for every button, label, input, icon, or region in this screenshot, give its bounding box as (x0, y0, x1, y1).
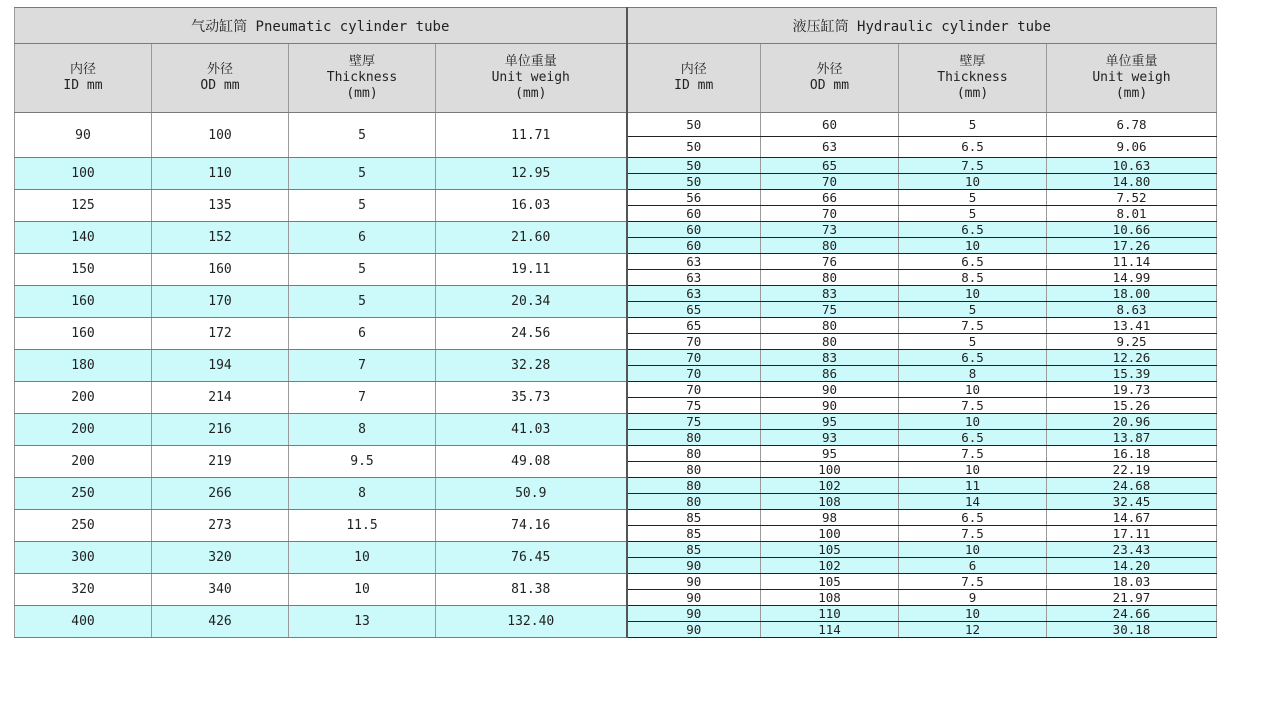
hydraulic-cell-id: 50 (627, 158, 761, 174)
hydraulic-cell-id: 90 (627, 606, 761, 622)
hydraulic-cell-t: 6.5 (899, 350, 1047, 366)
hydraulic-cell-od: 95 (761, 446, 899, 462)
hydraulic-cell-id: 63 (627, 270, 761, 286)
pneumatic-cell-t: 6 (289, 222, 436, 254)
hydraulic-cell-id: 85 (627, 542, 761, 558)
hydraulic-cell-od: 90 (761, 382, 899, 398)
pneumatic-cell-od: 160 (152, 254, 289, 286)
hydraulic-cell-id: 90 (627, 558, 761, 574)
hydraulic-cell-id: 50 (627, 137, 761, 158)
hydraulic-cell-id: 80 (627, 430, 761, 446)
pneumatic-cell-w: 35.73 (436, 382, 627, 414)
table-row (15, 286, 1217, 302)
hydraulic-cell-w: 9.06 (1047, 137, 1217, 158)
table-row (15, 510, 1217, 526)
hydraulic-cell-od: 108 (761, 590, 899, 606)
hydraulic-cell-w: 18.03 (1047, 574, 1217, 590)
hydraulic-cell-t: 5 (899, 334, 1047, 350)
hydraulic-cell-od: 102 (761, 558, 899, 574)
pneumatic-cell-id: 150 (15, 254, 152, 286)
col-header-id: 内径 ID mm (15, 44, 152, 113)
hydraulic-cell-w: 6.78 (1047, 113, 1217, 137)
hydraulic-cell-od: 95 (761, 414, 899, 430)
pneumatic-cell-od: 110 (152, 158, 289, 190)
hydraulic-cell-id: 90 (627, 574, 761, 590)
hydraulic-cell-t: 7.5 (899, 574, 1047, 590)
hydraulic-cell-w: 21.97 (1047, 590, 1217, 606)
table-row (15, 222, 1217, 238)
hydraulic-cell-id: 80 (627, 446, 761, 462)
pneumatic-cell-w: 74.16 (436, 510, 627, 542)
col-header-weight-hydraulic: 单位重量 Unit weigh (mm) (1047, 44, 1217, 113)
col-header-weight: 单位重量 Unit weigh (mm) (436, 44, 627, 113)
hydraulic-cell-od: 93 (761, 430, 899, 446)
hydraulic-cell-t: 6.5 (899, 430, 1047, 446)
pneumatic-cell-w: 76.45 (436, 542, 627, 574)
pneumatic-cell-t: 13 (289, 606, 436, 638)
hydraulic-cell-t: 7.5 (899, 526, 1047, 542)
hydraulic-cell-od: 66 (761, 190, 899, 206)
pneumatic-cell-od: 170 (152, 286, 289, 318)
hydraulic-cell-t: 7.5 (899, 398, 1047, 414)
hydraulic-cell-od: 65 (761, 158, 899, 174)
pneumatic-cell-w: 32.28 (436, 350, 627, 382)
pneumatic-cell-t: 7 (289, 350, 436, 382)
pneumatic-cell-t: 5 (289, 254, 436, 286)
hydraulic-cell-od: 105 (761, 574, 899, 590)
hydraulic-cell-od: 100 (761, 526, 899, 542)
hydraulic-cell-id: 70 (627, 382, 761, 398)
pneumatic-cell-od: 100 (152, 113, 289, 158)
pneumatic-cell-id: 100 (15, 158, 152, 190)
hydraulic-cell-t: 5 (899, 113, 1047, 137)
table-row (15, 382, 1217, 398)
pneumatic-cell-t: 5 (289, 190, 436, 222)
hydraulic-cell-od: 114 (761, 622, 899, 638)
pneumatic-cell-w: 21.60 (436, 222, 627, 254)
pneumatic-cell-od: 219 (152, 446, 289, 478)
hydraulic-cell-w: 24.66 (1047, 606, 1217, 622)
hydraulic-cell-w: 14.20 (1047, 558, 1217, 574)
hydraulic-cell-od: 60 (761, 113, 899, 137)
hydraulic-cell-od: 83 (761, 286, 899, 302)
hydraulic-cell-w: 30.18 (1047, 622, 1217, 638)
hydraulic-cell-t: 5 (899, 206, 1047, 222)
hydraulic-cell-w: 17.26 (1047, 238, 1217, 254)
table-row (15, 606, 1217, 622)
hydraulic-cell-t: 8 (899, 366, 1047, 382)
hydraulic-cell-w: 15.26 (1047, 398, 1217, 414)
pneumatic-cell-w: 24.56 (436, 318, 627, 350)
pneumatic-cell-id: 160 (15, 286, 152, 318)
hydraulic-cell-id: 60 (627, 206, 761, 222)
hydraulic-cell-id: 63 (627, 286, 761, 302)
col-header-od-hydraulic: 外径 OD mm (761, 44, 899, 113)
hydraulic-cell-t: 10 (899, 462, 1047, 478)
hydraulic-cell-t: 10 (899, 238, 1047, 254)
hydraulic-cell-t: 10 (899, 414, 1047, 430)
hydraulic-cell-w: 12.26 (1047, 350, 1217, 366)
pneumatic-cell-id: 160 (15, 318, 152, 350)
hydraulic-cell-t: 9 (899, 590, 1047, 606)
table-row (15, 478, 1217, 494)
hydraulic-cell-od: 70 (761, 174, 899, 190)
hydraulic-cell-t: 10 (899, 286, 1047, 302)
hydraulic-cell-t: 6.5 (899, 222, 1047, 238)
hydraulic-cell-w: 8.01 (1047, 206, 1217, 222)
hydraulic-cell-w: 32.45 (1047, 494, 1217, 510)
hydraulic-cell-w: 13.87 (1047, 430, 1217, 446)
hydraulic-cell-w: 24.68 (1047, 478, 1217, 494)
hydraulic-cell-od: 90 (761, 398, 899, 414)
hydraulic-cell-t: 11 (899, 478, 1047, 494)
pneumatic-title: 气动缸筒 Pneumatic cylinder tube (15, 8, 627, 44)
pneumatic-cell-t: 11.5 (289, 510, 436, 542)
hydraulic-cell-id: 50 (627, 113, 761, 137)
col-header-thickness: 壁厚 Thickness (mm) (289, 44, 436, 113)
pneumatic-cell-id: 400 (15, 606, 152, 638)
pneumatic-cell-id: 200 (15, 446, 152, 478)
hydraulic-cell-id: 85 (627, 510, 761, 526)
table-row (15, 318, 1217, 334)
hydraulic-cell-t: 6.5 (899, 137, 1047, 158)
pneumatic-cell-w: 12.95 (436, 158, 627, 190)
pneumatic-cell-od: 172 (152, 318, 289, 350)
hydraulic-cell-t: 5 (899, 302, 1047, 318)
table-row (15, 350, 1217, 366)
hydraulic-cell-w: 10.66 (1047, 222, 1217, 238)
pneumatic-cell-od: 135 (152, 190, 289, 222)
hydraulic-cell-id: 80 (627, 494, 761, 510)
pneumatic-cell-id: 320 (15, 574, 152, 606)
hydraulic-cell-t: 10 (899, 174, 1047, 190)
pneumatic-cell-w: 16.03 (436, 190, 627, 222)
pneumatic-cell-w: 50.9 (436, 478, 627, 510)
pneumatic-cell-t: 5 (289, 158, 436, 190)
pneumatic-cell-id: 250 (15, 478, 152, 510)
pneumatic-cell-w: 19.11 (436, 254, 627, 286)
hydraulic-cell-od: 98 (761, 510, 899, 526)
hydraulic-cell-t: 6 (899, 558, 1047, 574)
pneumatic-cell-od: 194 (152, 350, 289, 382)
pneumatic-cell-id: 140 (15, 222, 152, 254)
pneumatic-cell-t: 6 (289, 318, 436, 350)
hydraulic-cell-w: 8.63 (1047, 302, 1217, 318)
table-row (15, 414, 1217, 430)
hydraulic-cell-od: 80 (761, 238, 899, 254)
hydraulic-cell-id: 90 (627, 622, 761, 638)
hydraulic-cell-w: 16.18 (1047, 446, 1217, 462)
hydraulic-cell-t: 5 (899, 190, 1047, 206)
pneumatic-cell-od: 214 (152, 382, 289, 414)
pneumatic-cell-id: 125 (15, 190, 152, 222)
pneumatic-cell-t: 5 (289, 286, 436, 318)
table-row (15, 158, 1217, 174)
hydraulic-cell-od: 75 (761, 302, 899, 318)
pneumatic-cell-od: 426 (152, 606, 289, 638)
hydraulic-cell-id: 80 (627, 478, 761, 494)
hydraulic-cell-id: 63 (627, 254, 761, 270)
pneumatic-cell-w: 41.03 (436, 414, 627, 446)
hydraulic-cell-w: 22.19 (1047, 462, 1217, 478)
hydraulic-cell-id: 56 (627, 190, 761, 206)
hydraulic-cell-w: 7.52 (1047, 190, 1217, 206)
pneumatic-cell-id: 90 (15, 113, 152, 158)
pneumatic-cell-id: 180 (15, 350, 152, 382)
hydraulic-cell-t: 8.5 (899, 270, 1047, 286)
hydraulic-cell-od: 108 (761, 494, 899, 510)
hydraulic-cell-od: 105 (761, 542, 899, 558)
hydraulic-cell-od: 63 (761, 137, 899, 158)
hydraulic-cell-od: 80 (761, 270, 899, 286)
hydraulic-cell-id: 65 (627, 318, 761, 334)
hydraulic-cell-od: 80 (761, 334, 899, 350)
hydraulic-cell-od: 110 (761, 606, 899, 622)
hydraulic-cell-id: 70 (627, 334, 761, 350)
hydraulic-cell-od: 100 (761, 462, 899, 478)
hydraulic-cell-w: 23.43 (1047, 542, 1217, 558)
pneumatic-cell-t: 10 (289, 574, 436, 606)
hydraulic-cell-t: 12 (899, 622, 1047, 638)
hydraulic-cell-w: 14.80 (1047, 174, 1217, 190)
hydraulic-cell-od: 70 (761, 206, 899, 222)
pneumatic-cell-od: 152 (152, 222, 289, 254)
col-header-id-hydraulic: 内径 ID mm (627, 44, 761, 113)
hydraulic-cell-id: 50 (627, 174, 761, 190)
hydraulic-cell-od: 80 (761, 318, 899, 334)
hydraulic-cell-id: 65 (627, 302, 761, 318)
hydraulic-cell-id: 60 (627, 238, 761, 254)
hydraulic-cell-id: 70 (627, 366, 761, 382)
table-row (15, 574, 1217, 590)
hydraulic-cell-od: 76 (761, 254, 899, 270)
table-row (15, 446, 1217, 462)
hydraulic-cell-id: 60 (627, 222, 761, 238)
hydraulic-cell-w: 14.99 (1047, 270, 1217, 286)
pneumatic-cell-w: 132.40 (436, 606, 627, 638)
table-row (15, 254, 1217, 270)
pneumatic-cell-od: 266 (152, 478, 289, 510)
pneumatic-cell-t: 5 (289, 113, 436, 158)
pneumatic-cell-t: 10 (289, 542, 436, 574)
pneumatic-cell-id: 200 (15, 382, 152, 414)
hydraulic-cell-w: 9.25 (1047, 334, 1217, 350)
table-row (15, 542, 1217, 558)
hydraulic-cell-t: 7.5 (899, 158, 1047, 174)
pneumatic-cell-id: 300 (15, 542, 152, 574)
hydraulic-cell-t: 7.5 (899, 318, 1047, 334)
hydraulic-cell-w: 19.73 (1047, 382, 1217, 398)
hydraulic-cell-w: 10.63 (1047, 158, 1217, 174)
pneumatic-cell-t: 8 (289, 414, 436, 446)
hydraulic-cell-w: 17.11 (1047, 526, 1217, 542)
pneumatic-cell-w: 11.71 (436, 113, 627, 158)
pneumatic-cell-od: 320 (152, 542, 289, 574)
hydraulic-cell-w: 20.96 (1047, 414, 1217, 430)
hydraulic-cell-w: 14.67 (1047, 510, 1217, 526)
hydraulic-cell-t: 10 (899, 606, 1047, 622)
pneumatic-cell-t: 8 (289, 478, 436, 510)
hydraulic-cell-id: 90 (627, 590, 761, 606)
pneumatic-cell-id: 200 (15, 414, 152, 446)
pneumatic-cell-id: 250 (15, 510, 152, 542)
hydraulic-cell-t: 6.5 (899, 254, 1047, 270)
hydraulic-cell-t: 10 (899, 542, 1047, 558)
hydraulic-cell-t: 10 (899, 382, 1047, 398)
hydraulic-cell-w: 11.14 (1047, 254, 1217, 270)
hydraulic-cell-od: 73 (761, 222, 899, 238)
hydraulic-cell-od: 86 (761, 366, 899, 382)
pneumatic-cell-t: 7 (289, 382, 436, 414)
pneumatic-cell-w: 81.38 (436, 574, 627, 606)
col-header-od: 外径 OD mm (152, 44, 289, 113)
hydraulic-cell-id: 75 (627, 414, 761, 430)
hydraulic-cell-od: 102 (761, 478, 899, 494)
hydraulic-cell-od: 83 (761, 350, 899, 366)
hydraulic-cell-t: 14 (899, 494, 1047, 510)
tube-spec-table (14, 7, 1217, 638)
table-row (15, 113, 1217, 137)
hydraulic-cell-w: 18.00 (1047, 286, 1217, 302)
hydraulic-cell-w: 13.41 (1047, 318, 1217, 334)
pneumatic-cell-od: 216 (152, 414, 289, 446)
pneumatic-cell-t: 9.5 (289, 446, 436, 478)
hydraulic-cell-id: 85 (627, 526, 761, 542)
tube-spec-sheet (14, 7, 1217, 638)
hydraulic-title: 液压缸筒 Hydraulic cylinder tube (627, 8, 1217, 44)
hydraulic-cell-t: 7.5 (899, 446, 1047, 462)
hydraulic-cell-id: 80 (627, 462, 761, 478)
table-row (15, 190, 1217, 206)
hydraulic-cell-id: 75 (627, 398, 761, 414)
pneumatic-cell-w: 20.34 (436, 286, 627, 318)
hydraulic-cell-t: 6.5 (899, 510, 1047, 526)
hydraulic-cell-w: 15.39 (1047, 366, 1217, 382)
hydraulic-cell-id: 70 (627, 350, 761, 366)
pneumatic-cell-od: 273 (152, 510, 289, 542)
pneumatic-cell-w: 49.08 (436, 446, 627, 478)
col-header-thickness-hydraulic: 壁厚 Thickness (mm) (899, 44, 1047, 113)
pneumatic-cell-od: 340 (152, 574, 289, 606)
